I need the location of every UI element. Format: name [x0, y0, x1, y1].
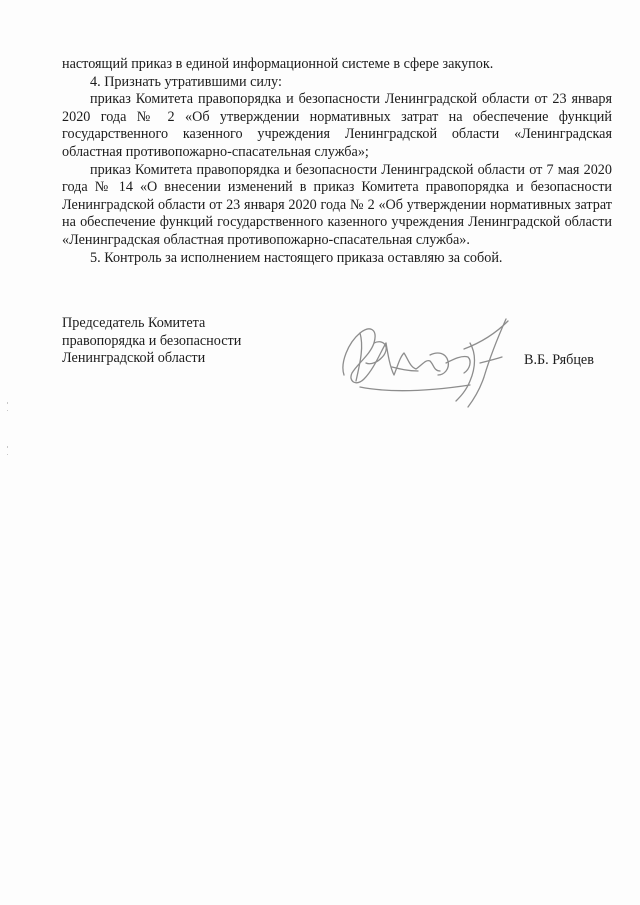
signature-block [62, 315, 612, 425]
signatory-title-line: правопорядка и безопасности [62, 332, 242, 349]
scan-margin-marks [6, 400, 10, 460]
paragraph-continuation: настоящий приказ в единой информационной системе в сфере закупок. [62, 56, 494, 72]
paragraph-order-2: приказ Комитета правопорядка и безопасности Ленинградской области от 7 мая 2020 года № 14 «О внесении изменений в приказ Комитета правопорядка и безопасности Ленинградской области от 23 января 2020 года № 2 «Об утверждении нормативных затрат на обеспечение функций государственного казенного учреждения Ленинградской области «Ленинградская областная противопожарно-спасательная служба». [62, 161, 612, 248]
signatory-name: В.Б. Рябцев [524, 352, 594, 368]
document-body [62, 56, 612, 267]
signatory-title-line: Председатель Комитета [62, 315, 206, 331]
signatory-title [62, 315, 241, 368]
paragraph-order-1: приказ Комитета правопорядка и безопасности Ленинградской области от 23 января 2020 года № 2 «Об утверждении нормативных затрат на обеспечение функций государственного казенного учреждения Ленинградской области «Ленинградская областная противопожарно-спасательная служба»; [62, 91, 612, 160]
signatory-title-line: Ленинградской области [62, 350, 206, 367]
paragraph-item-5: 5. Контроль за исполнением настоящего приказа оставляю за собой. [90, 249, 503, 266]
handwritten-signature [330, 303, 520, 418]
paragraph-item-4: 4. Признать утратившими силу: [90, 73, 282, 90]
